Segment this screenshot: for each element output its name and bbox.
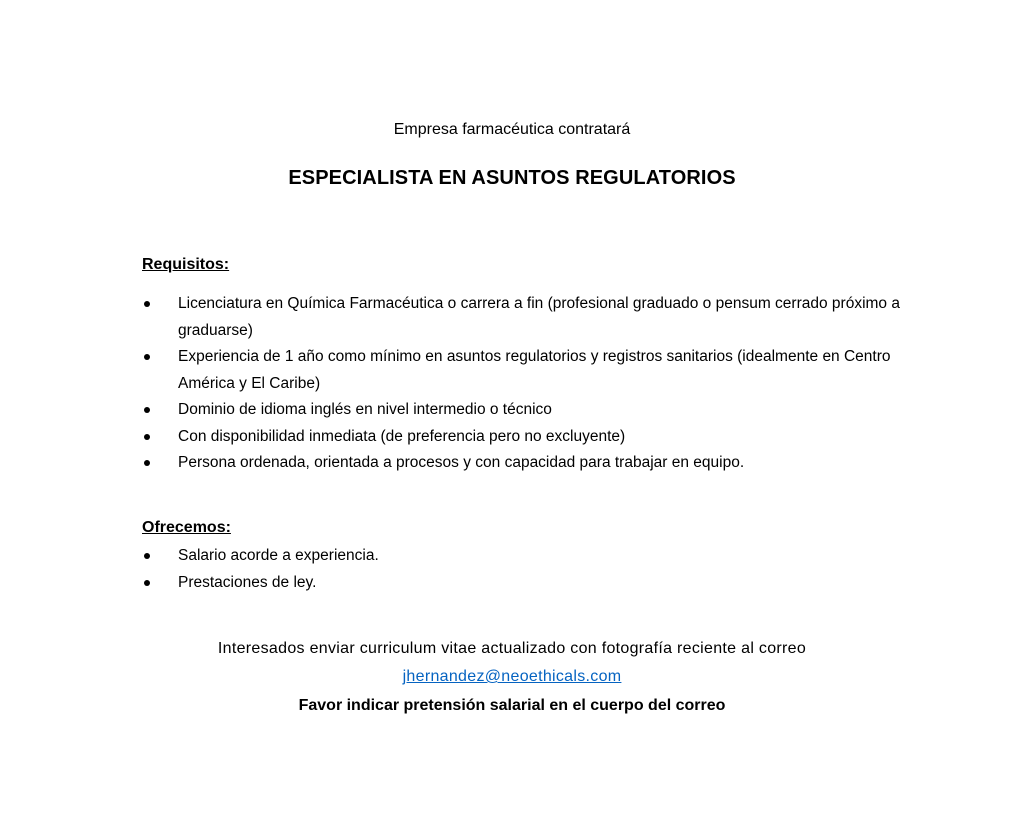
list-item xyxy=(142,291,902,344)
list-item-text: Licenciatura en Química Farmacéutica o carrera a fin (profesional graduado o pensum cerrado próximo a graduarse) xyxy=(178,295,900,339)
bullet-icon xyxy=(144,407,150,413)
job-title: ESPECIALISTA EN ASUNTOS REGULATORIOS xyxy=(288,167,736,189)
list-item xyxy=(142,397,902,424)
list-item-text: Experiencia de 1 año como mínimo en asuntos regulatorios y registros sanitarios (idealmente en Centro América y El Caribe) xyxy=(178,348,891,392)
bullet-icon xyxy=(144,301,150,307)
list-item-text: Salario acorde a experiencia. xyxy=(178,547,379,564)
intro-line: Empresa farmacéutica contratará xyxy=(393,121,631,138)
list-item-text: Dominio de idioma inglés en nivel intermedio o técnico xyxy=(178,401,552,418)
list-item xyxy=(142,543,902,570)
bullet-icon xyxy=(144,580,150,586)
requisitos-list xyxy=(142,291,902,477)
list-item xyxy=(142,570,902,597)
contact-instructions: Interesados enviar curriculum vitae actualizado con fotografía reciente al correo xyxy=(217,640,807,657)
list-item-text: Con disponibilidad inmediata (de preferencia pero no excluyente) xyxy=(178,427,626,445)
ofrecemos-heading: Ofrecemos: xyxy=(142,519,231,536)
ofrecemos-list xyxy=(142,543,902,596)
requisitos-heading: Requisitos: xyxy=(142,256,230,273)
contact-email-line xyxy=(0,666,1024,688)
list-item xyxy=(142,450,902,477)
email-link[interactable]: jhernandez@neoethicals.com xyxy=(402,668,622,685)
list-item xyxy=(142,424,902,451)
list-item-text: Prestaciones de ley. xyxy=(178,573,317,591)
bullet-icon xyxy=(144,434,150,440)
salary-note: Favor indicar pretensión salarial en el cuerpo del correo xyxy=(298,697,726,714)
bullet-icon xyxy=(144,460,150,466)
bullet-icon xyxy=(144,354,150,360)
list-item-text: Persona ordenada, orientada a procesos y con capacidad para trabajar en equipo. xyxy=(178,454,745,471)
bullet-icon xyxy=(144,553,150,559)
list-item xyxy=(142,344,902,397)
